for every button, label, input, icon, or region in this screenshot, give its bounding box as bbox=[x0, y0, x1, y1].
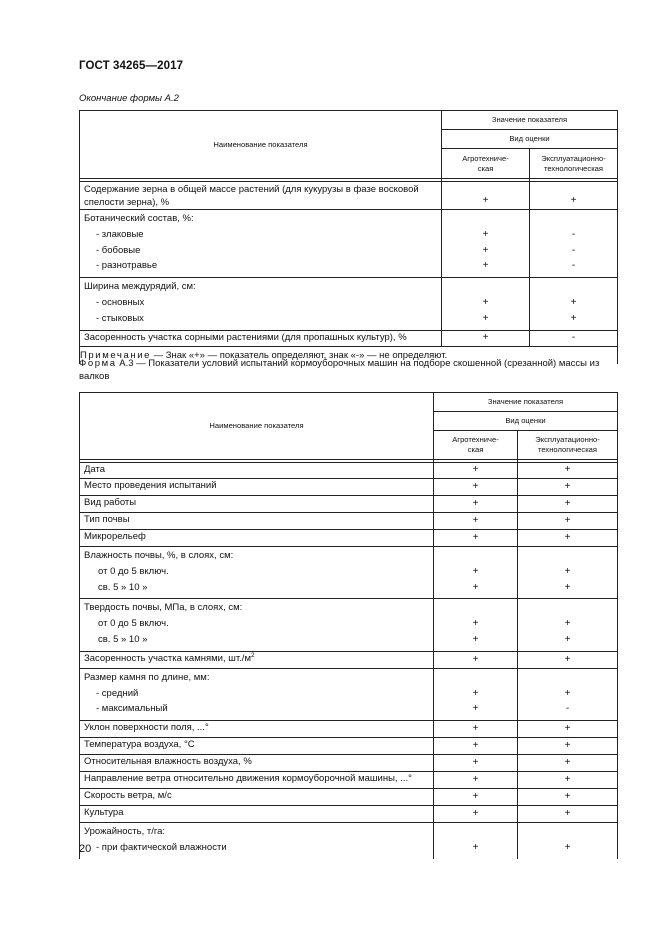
row-name: Ширина междурядий, см: - основных - стыковых bbox=[80, 278, 442, 330]
table-row bbox=[80, 496, 618, 513]
row-agro: + bbox=[434, 789, 518, 806]
row-agro: + bbox=[442, 330, 530, 346]
table-row bbox=[80, 599, 618, 651]
row-exp: + + bbox=[518, 547, 618, 599]
table1-caption: Окончание формы А.2 bbox=[79, 93, 179, 104]
row-exp: + bbox=[518, 651, 618, 668]
table-row bbox=[80, 182, 618, 210]
row-exp: + - bbox=[518, 668, 618, 720]
row-name: Культура bbox=[80, 806, 434, 823]
table-row bbox=[80, 806, 618, 823]
row-name: Ботанический состав, %: - злаковые - бобовые - разнотравье bbox=[80, 210, 442, 278]
row-agro: + + bbox=[434, 599, 518, 651]
row-exp: + bbox=[518, 496, 618, 513]
row-name: Твердость почвы, МПа, в слоях, см: от 0 до 5 включ. св. 5 » 10 » bbox=[80, 599, 434, 651]
row-exp: + + bbox=[530, 278, 618, 330]
table1-header-name: Наименование показателя bbox=[80, 111, 442, 179]
row-name: Размер камня по длине, мм: - средний - максимальный bbox=[80, 668, 434, 720]
row-agro: + bbox=[434, 823, 518, 859]
row-name: Засоренность участка сорными растениями (для пропашных культур), % bbox=[80, 330, 442, 346]
row-exp: + bbox=[518, 463, 618, 479]
form-a3-label: Форма bbox=[79, 358, 117, 369]
row-exp: + bbox=[518, 479, 618, 496]
table-row bbox=[80, 721, 618, 738]
page-number: 20 bbox=[79, 843, 92, 855]
table2-header-exp: Эксплуатационно- технологическая bbox=[518, 431, 618, 460]
row-exp: - - - bbox=[530, 210, 618, 278]
row-exp: - bbox=[530, 330, 618, 346]
row-exp: + bbox=[518, 823, 618, 859]
row-name: Температура воздуха, °С bbox=[80, 738, 434, 755]
table1-header-exp: Эксплуатационно- технологическая bbox=[530, 149, 618, 179]
form-a3-title bbox=[79, 358, 619, 383]
row-exp: + bbox=[518, 513, 618, 530]
superscript: 2 bbox=[250, 651, 255, 659]
row-agro: + bbox=[434, 479, 518, 496]
row-agro: + bbox=[434, 755, 518, 772]
row-name: Дата bbox=[80, 463, 434, 479]
row-exp: + bbox=[518, 530, 618, 547]
form-a3-title-text: А.3 — Показатели условий испытаний кормоуборочных машин на подборе скошенной (срезанной) массы из валков bbox=[79, 358, 600, 382]
note-text: — Знак «+» — показатель определяют, знак «-» — не определяют. bbox=[151, 349, 448, 361]
table2-header-assessment: Вид оценки bbox=[434, 412, 618, 431]
row-name: Место проведения испытаний bbox=[80, 479, 434, 496]
row-agro: + bbox=[434, 496, 518, 513]
table1-header-agro: Агротехниче- ская bbox=[442, 149, 530, 179]
row-agro: + + bbox=[442, 278, 530, 330]
table-form-a2 bbox=[79, 110, 618, 364]
table2-header-name: Наименование показателя bbox=[80, 393, 434, 460]
document-header: ГОСТ 34265—2017 bbox=[79, 60, 184, 72]
row-agro: + bbox=[434, 463, 518, 479]
row-exp: + bbox=[518, 789, 618, 806]
table-row bbox=[80, 738, 618, 755]
row-agro: + bbox=[434, 738, 518, 755]
table1-header-assessment: Вид оценки bbox=[442, 130, 618, 149]
row-name: Тип почвы bbox=[80, 513, 434, 530]
table-row bbox=[80, 772, 618, 789]
row-name: Микрорельеф bbox=[80, 530, 434, 547]
table-row bbox=[80, 513, 618, 530]
row-agro: + + + bbox=[442, 210, 530, 278]
table2-header-value-group: Значение показателя bbox=[434, 393, 618, 412]
table-row bbox=[80, 479, 618, 496]
row-agro: + + bbox=[434, 547, 518, 599]
table-row bbox=[80, 530, 618, 547]
table2-header-agro: Агротехниче- ская bbox=[434, 431, 518, 460]
row-name: Влажность почвы, %, в слоях, см: от 0 до 5 включ. св. 5 » 10 » bbox=[80, 547, 434, 599]
row-exp: + bbox=[518, 755, 618, 772]
row-name: Засоренность участка камнями, $шт./м^2$ bbox=[80, 651, 434, 668]
row-agro: + bbox=[434, 721, 518, 738]
table-row bbox=[80, 330, 618, 346]
row-exp: + bbox=[518, 721, 618, 738]
row-agro: + bbox=[434, 513, 518, 530]
table-row bbox=[80, 668, 618, 720]
row-agro: + bbox=[434, 530, 518, 547]
table-row bbox=[80, 278, 618, 330]
row-agro: + bbox=[434, 806, 518, 823]
table-row bbox=[80, 789, 618, 806]
table-row bbox=[80, 463, 618, 479]
row-name: Урожайность, т/га: - при фактической влажности bbox=[80, 823, 434, 859]
row-exp: + bbox=[530, 182, 618, 210]
row-name: Содержание зерна в общей массе растений (для кукурузы в фазе восковой спелости зерна), % bbox=[80, 182, 442, 210]
row-name: Уклон поверхности поля, ...° bbox=[80, 721, 434, 738]
table-row bbox=[80, 823, 618, 859]
table1-header-value-group: Значение показателя bbox=[442, 111, 618, 130]
row-agro: + bbox=[442, 182, 530, 210]
row-agro: + bbox=[434, 651, 518, 668]
row-exp: + bbox=[518, 772, 618, 789]
note-label: Примечание bbox=[80, 349, 151, 361]
row-name: Относительная влажность воздуха, % bbox=[80, 755, 434, 772]
table-form-a3 bbox=[79, 392, 618, 859]
row-agro: + + bbox=[434, 668, 518, 720]
row-name: Скорость ветра, м/с bbox=[80, 789, 434, 806]
row-exp: + bbox=[518, 806, 618, 823]
row-agro: + bbox=[434, 772, 518, 789]
row-name: Вид работы bbox=[80, 496, 434, 513]
row-name: Направление ветра относительно движения кормоуборочной машины, ...° bbox=[80, 772, 434, 789]
row-exp: + + bbox=[518, 599, 618, 651]
table-row bbox=[80, 755, 618, 772]
row-exp: + bbox=[518, 738, 618, 755]
table-row bbox=[80, 547, 618, 599]
table-row bbox=[80, 651, 618, 668]
table-row bbox=[80, 210, 618, 278]
